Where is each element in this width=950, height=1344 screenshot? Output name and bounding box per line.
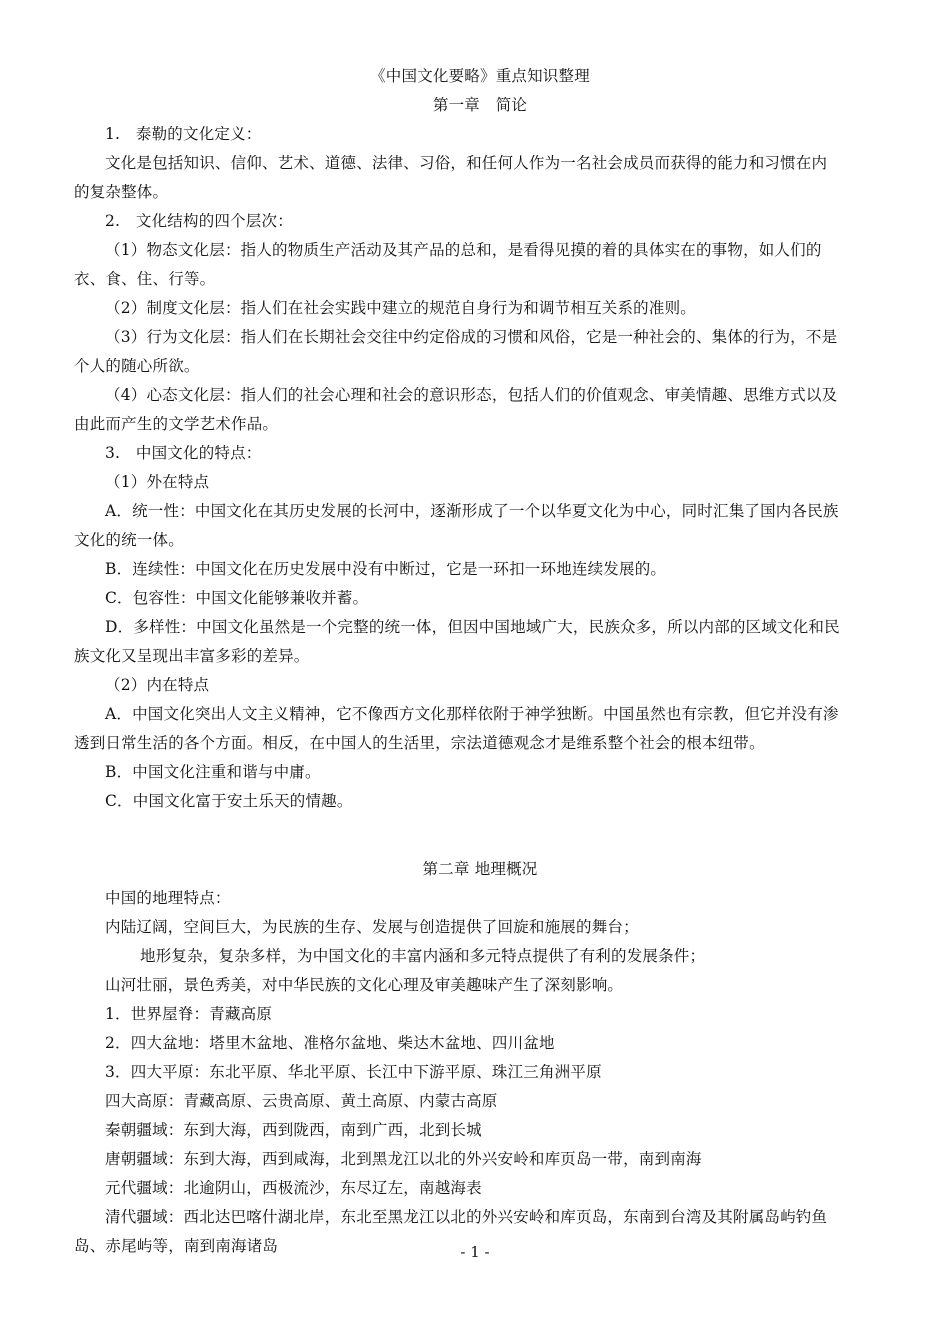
paragraph: 山河壮丽，景色秀美，对中华民族的文化心理及审美趣味产生了深刻影响。	[105, 976, 624, 994]
list-item: B．连续性：中国文化在历史发展中没有中断过，它是一环扣一环地连续发展的。	[105, 560, 667, 578]
chapter-2-heading: 第二章 地理概况	[422, 860, 538, 878]
section-1-title: 1. 泰勒的文化定义：	[105, 125, 262, 143]
document-title: 《中国文化要略》重点知识整理	[370, 67, 590, 85]
list-item: A．中国文化突出人文主义精神，它不像西方文化那样依附于神学独断。中国虽然也有宗教，但它并没有渗	[105, 705, 839, 723]
list-item-continuation: 透到日常生活的各个方面。相反，在中国人的生活里，宗法道德观念才是维系整个社会的根本纽带。	[74, 734, 765, 752]
list-item: 元代疆域：北逾阴山，西极流沙，东尽辽左，南越海表	[105, 1179, 482, 1197]
paragraph-continuation: 的复杂整体。	[74, 183, 169, 201]
list-item: 1．世界屋脊：青藏高原	[105, 1005, 273, 1023]
list-item: （1）物态文化层：指人的物质生产活动及其产品的总和，是看得见摸的着的具体实在的事物，如人们的	[105, 241, 822, 259]
list-item-continuation: 族文化又呈现出丰富多彩的差异。	[74, 647, 310, 665]
list-item: C．包容性：中国文化能够兼收并蓄。	[105, 589, 369, 607]
list-item: （3）行为文化层：指人们在长期社会交往中约定俗成的习惯和风俗，它是一种社会的、集体的行为，不是	[105, 328, 838, 346]
page-number: - 1 -	[460, 1243, 490, 1261]
section-spacer	[74, 816, 886, 845]
list-item: 秦朝疆域：东到大海，西到陇西，南到广西，北到长城	[105, 1121, 482, 1139]
subsection-title: （2）内在特点	[105, 676, 210, 694]
list-item: （2）制度文化层：指人们在社会实践中建立的规范自身行为和调节相互关系的准则。	[105, 299, 696, 317]
list-item: （4）心态文化层：指人们的社会心理和社会的意识形态，包括人们的价值观念、审美情趣、思维方式以及	[105, 386, 838, 404]
section-2-title: 2. 文化结构的四个层次：	[105, 212, 293, 230]
paragraph: 地形复杂，复杂多样，为中国文化的丰富内涵和多元特点提供了有利的发展条件；	[140, 947, 706, 965]
list-item: C．中国文化富于安土乐天的情趣。	[105, 792, 353, 810]
list-item: D．多样性：中国文化虽然是一个完整的统一体，但因中国地域广大，民族众多，所以内部的区域文化和民	[105, 618, 840, 636]
list-item: A．统一性：中国文化在其历史发展的长河中，逐渐形成了一个以华夏文化为中心，同时汇集了国内各民族	[105, 502, 839, 520]
list-item-continuation: 个人的随心所欲。	[74, 357, 200, 375]
list-item-continuation: 衣、食、住、行等。	[74, 270, 216, 288]
list-item: 唐朝疆域：东到大海，西到咸海，北到黑龙江以北的外兴安岭和库页岛一带，南到南海	[105, 1150, 702, 1168]
list-item: 2．四大盆地：塔里木盆地、准格尔盆地、柴达木盆地、四川盆地	[105, 1034, 555, 1052]
section-3-title: 3. 中国文化的特点：	[105, 444, 262, 462]
paragraph: 内陆辽阔，空间巨大，为民族的生存、发展与创造提供了回旋和施展的舞台；	[105, 918, 639, 936]
chapter-1-heading: 第一章 简论	[432, 96, 528, 114]
section-spacer	[74, 845, 886, 855]
list-item-continuation: 由此而产生的文学艺术作品。	[74, 415, 279, 433]
list-item-continuation: 岛、赤尾屿等，南到南海诸岛	[74, 1237, 279, 1255]
paragraph: 中国的地理特点：	[105, 889, 231, 907]
paragraph: 文化是包括知识、信仰、艺术、道德、法律、习俗，和任何人作为一名社会成员而获得的能力和习惯在内	[105, 154, 828, 172]
document-body	[74, 62, 886, 1261]
subsection-title: （1）外在特点	[105, 473, 210, 491]
list-item-continuation: 文化的统一体。	[74, 531, 184, 549]
list-item: 清代疆域：西北达巴喀什湖北岸，东北至黑龙江以北的外兴安岭和库页岛，东南到台湾及其附属岛屿钓鱼	[105, 1208, 828, 1226]
list-item: B．中国文化注重和谐与中庸。	[105, 763, 321, 781]
list-item: 四大高原：青藏高原、云贵高原、黄土高原、内蒙古高原	[105, 1092, 498, 1110]
list-item: 3．四大平原：东北平原、华北平原、长江中下游平原、珠江三角洲平原	[105, 1063, 602, 1081]
